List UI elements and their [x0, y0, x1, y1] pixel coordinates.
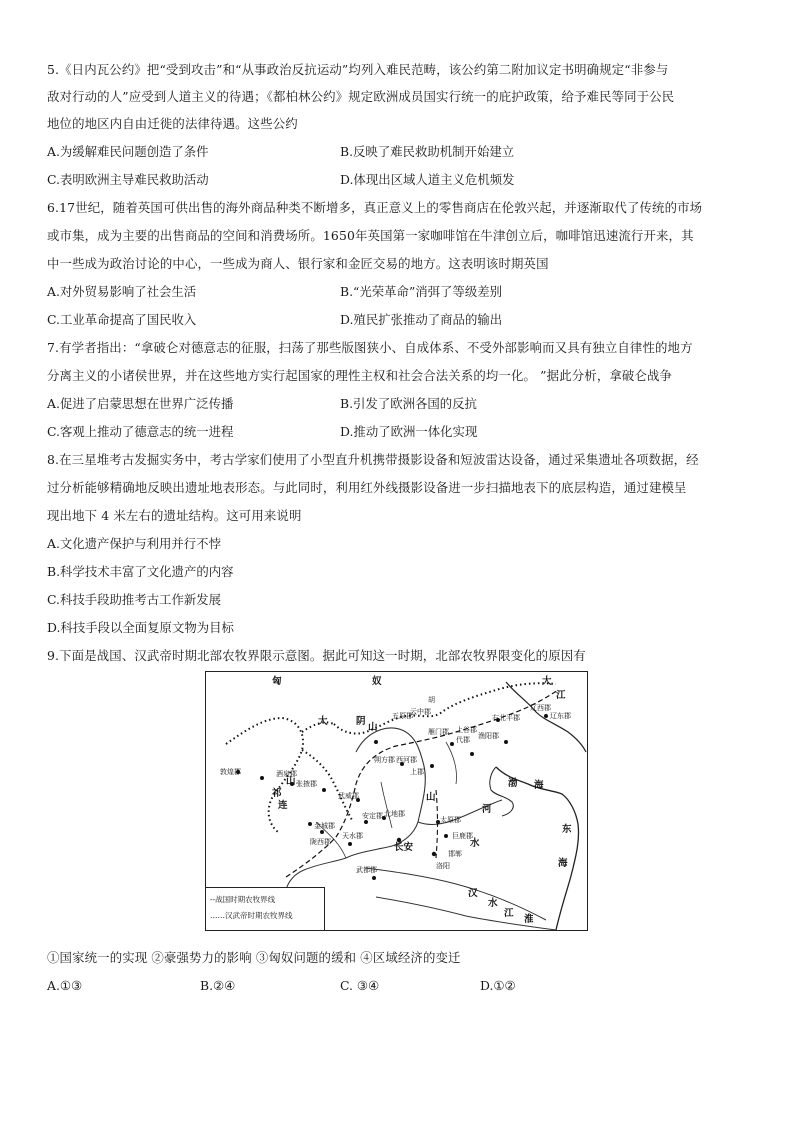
map-label-longxi: 陇西郡 [310, 838, 331, 846]
map-label-han: 汉 [468, 888, 478, 899]
map-label-dajiang: 江 [556, 690, 566, 701]
map-label-wuwei: 武威郡 [338, 792, 359, 800]
q9-option-a[interactable]: A.①③ [47, 978, 83, 993]
map-label-xiongnu-2: 奴 [372, 676, 382, 687]
map-legend [206, 887, 325, 931]
q5-option-a[interactable]: A.为缓解难民问题创造了条件 [47, 144, 209, 159]
q7-option-a[interactable]: A.促进了启蒙思想在世界广泛传播 [47, 396, 234, 411]
map-label-beidi: 北地郡 [384, 810, 405, 818]
map-label-da-right: 大 [542, 676, 552, 687]
map-label-jiang: 江 [504, 908, 514, 919]
map-label-shan: 山 [286, 776, 296, 787]
map-label-julu: 巨鹿郡 [452, 832, 473, 840]
q6-option-a[interactable]: A.对外贸易影响了社会生活 [47, 284, 197, 299]
q9-statements: ①国家统一的实现 ②豪强势力的影响 ③匈奴问题的缓和 ④区域经济的变迁 [47, 950, 461, 965]
map-label-yinshan: 山 [368, 722, 378, 733]
q8-option-d[interactable]: D.科技手段以全面复原文物为目标 [47, 620, 234, 635]
map-label-shuofang: 朔方郡 [374, 756, 395, 764]
map-label-luoyang: 洛阳 [436, 862, 450, 870]
map-label-handan: 邯郸 [448, 850, 462, 858]
q8-option-a[interactable]: A.文化遗产保护与利用并行不悖 [47, 536, 221, 551]
map-label-jincheng: 金城郡 [314, 822, 335, 830]
q8-line-1: 8.在三星堆考古发掘实务中，考古学家们使用了小型直升机携带摄影设备和短波雷达设备，通过采集遗址各项数据，经 [47, 452, 699, 467]
map-label-liaodong: 辽东郡 [550, 712, 571, 720]
map-label-zhangye: 张掖郡 [296, 780, 317, 788]
map-label-he: 河 [482, 804, 492, 815]
map-label-taiyuan: 太原郡 [440, 816, 461, 824]
map-label-anding: 安定郡 [362, 812, 383, 820]
map-label-tianshui: 天水郡 [342, 832, 363, 840]
q7-line-1: 7.有学者指出：“拿破仑对德意志的征服，扫荡了那些版图狭小、自成体系、不受外部影响而又具有独立自律性的地方 [47, 340, 693, 355]
q6-line-1: 6.17世纪，随着英国可供出售的海外商品种类不断增多，真正意义上的零售商店在伦敦兴起，并逐渐取代了传统的市场 [47, 200, 703, 215]
q8-line-2: 过分析能够精确地反映出遗址地表形态。与此同时，利用红外线摄影设备进一步扫描地表下的底层构造，通过建模呈 [47, 480, 687, 495]
q8-line-3: 现出地下 4 米左右的遗址结构。这可用来说明 [47, 508, 302, 523]
q6-option-c[interactable]: C.工业革命提高了国民收入 [47, 312, 197, 327]
map-label-shangjun: 上郡 [410, 768, 424, 776]
map-label-bohai: 渤 [508, 778, 518, 789]
map-label-da: 大 [318, 716, 328, 727]
map-label-shui1: 水 [470, 838, 480, 849]
map-label-yin: 阴 [356, 716, 366, 727]
q5-line-3: 地位的地区内自由迁徙的法律待遇。这些公约 [47, 116, 298, 131]
map-label-donghu: 胡 [428, 696, 435, 704]
q6-option-d[interactable]: D.殖民扩张推动了商品的输出 [340, 312, 503, 327]
q5-option-b[interactable]: B.反映了难民救助机制开始建立 [340, 144, 515, 159]
q9-option-c[interactable]: C. ③④ [340, 978, 380, 993]
legend-warring-states: --战国时期农牧界线 [210, 895, 276, 904]
q9-option-b[interactable]: B.②④ [200, 978, 236, 993]
q7-option-b[interactable]: B.引发了欧洲各国的反抗 [340, 396, 477, 411]
map-label-changan: 长安 [394, 842, 414, 853]
q5-option-d[interactable]: D.体现出区域人道主义危机频发 [340, 172, 515, 187]
q5-line-1: 5.《日内瓦公约》把“受到攻击”和“从事政治反抗运动”均列入难民范畴，该公约第二附加议定书明确规定“非参与 [47, 62, 669, 77]
q9-option-d[interactable]: D.①② [480, 978, 516, 993]
q6-line-3: 中一些成为政治讨论的中心，一些成为商人、银行家和金匠交易的地方。这表明该时期英国 [47, 256, 549, 271]
map-label-shanggu: 上谷郡 [456, 726, 477, 734]
q7-option-c[interactable]: C.客观上推动了德意志的统一进程 [47, 424, 234, 439]
map-label-xihe: 西河郡 [396, 756, 417, 764]
map-label-wudu: 武都郡 [356, 866, 377, 874]
q5-option-c[interactable]: C.表明欧洲主导难民救助活动 [47, 172, 209, 187]
map-label-wuyuan: 五原郡 [392, 712, 413, 720]
legend-han-wudi: ……汉武帝时期农牧界线 [210, 911, 293, 920]
q8-option-c[interactable]: C.科技手段助推考古工作新发展 [47, 592, 222, 607]
map-label-qilian: 祁 [272, 788, 282, 799]
q7-option-d[interactable]: D.推动了欧洲一体化实现 [340, 424, 478, 439]
map-label-dong: 东 [562, 824, 572, 835]
map-label-yanmen: 雁门郡 [428, 728, 449, 736]
map-label-daijun: 代郡 [456, 736, 470, 744]
map-label-yuyang: 渔阳郡 [478, 732, 499, 740]
map-label-huai: 淮 [524, 914, 534, 925]
q6-line-2: 或市集，成为主要的出售商品的空间和消费场所。1650年英国第一家咖啡馆在牛津创立后，咖啡馆迅速流行开来，其 [47, 228, 694, 243]
q9-line-1: 9.下面是战国、汉武帝时期北部农牧界限示意图。据此可知这一时期，北部农牧界限变化的原因有 [47, 648, 586, 663]
q6-option-b[interactable]: B.“光荣革命”消弭了等级差别 [340, 284, 503, 299]
map-label-hai: 海 [534, 780, 544, 791]
map-label-taihang: 山 [426, 792, 436, 803]
q5-line-2: 敌对行动的人”应受到人道主义的待遇；《都柏林公约》规定欧洲成员国实行统一的庇护政策，给予难民等同于公民 [47, 89, 675, 104]
q8-option-b[interactable]: B.科学技术丰富了文化遗产的内容 [47, 564, 234, 579]
map-label-youbeiping: 右北平郡 [492, 714, 520, 722]
map-label-shui2: 水 [488, 898, 498, 909]
map-label-jiuquan: 酒泉郡 [276, 770, 297, 778]
q7-line-2: 分离主义的小诸侯世界，并在这些地方实行起国家的理性主权和社会合法关系的均一化。 ”据此分析，拿破仑战争 [47, 368, 673, 383]
map-label-xiongnu-1: 匈 [272, 676, 282, 687]
agro-pastoral-boundary-map [205, 671, 588, 931]
map-label-liaoxi: 辽西郡 [530, 704, 551, 712]
map-label-yunzhong: 云中郡 [410, 708, 431, 716]
map-label-dunhuang: 敦煌郡 [220, 768, 241, 776]
map-label-hai2: 海 [558, 858, 568, 869]
map-label-lian: 连 [278, 800, 288, 811]
